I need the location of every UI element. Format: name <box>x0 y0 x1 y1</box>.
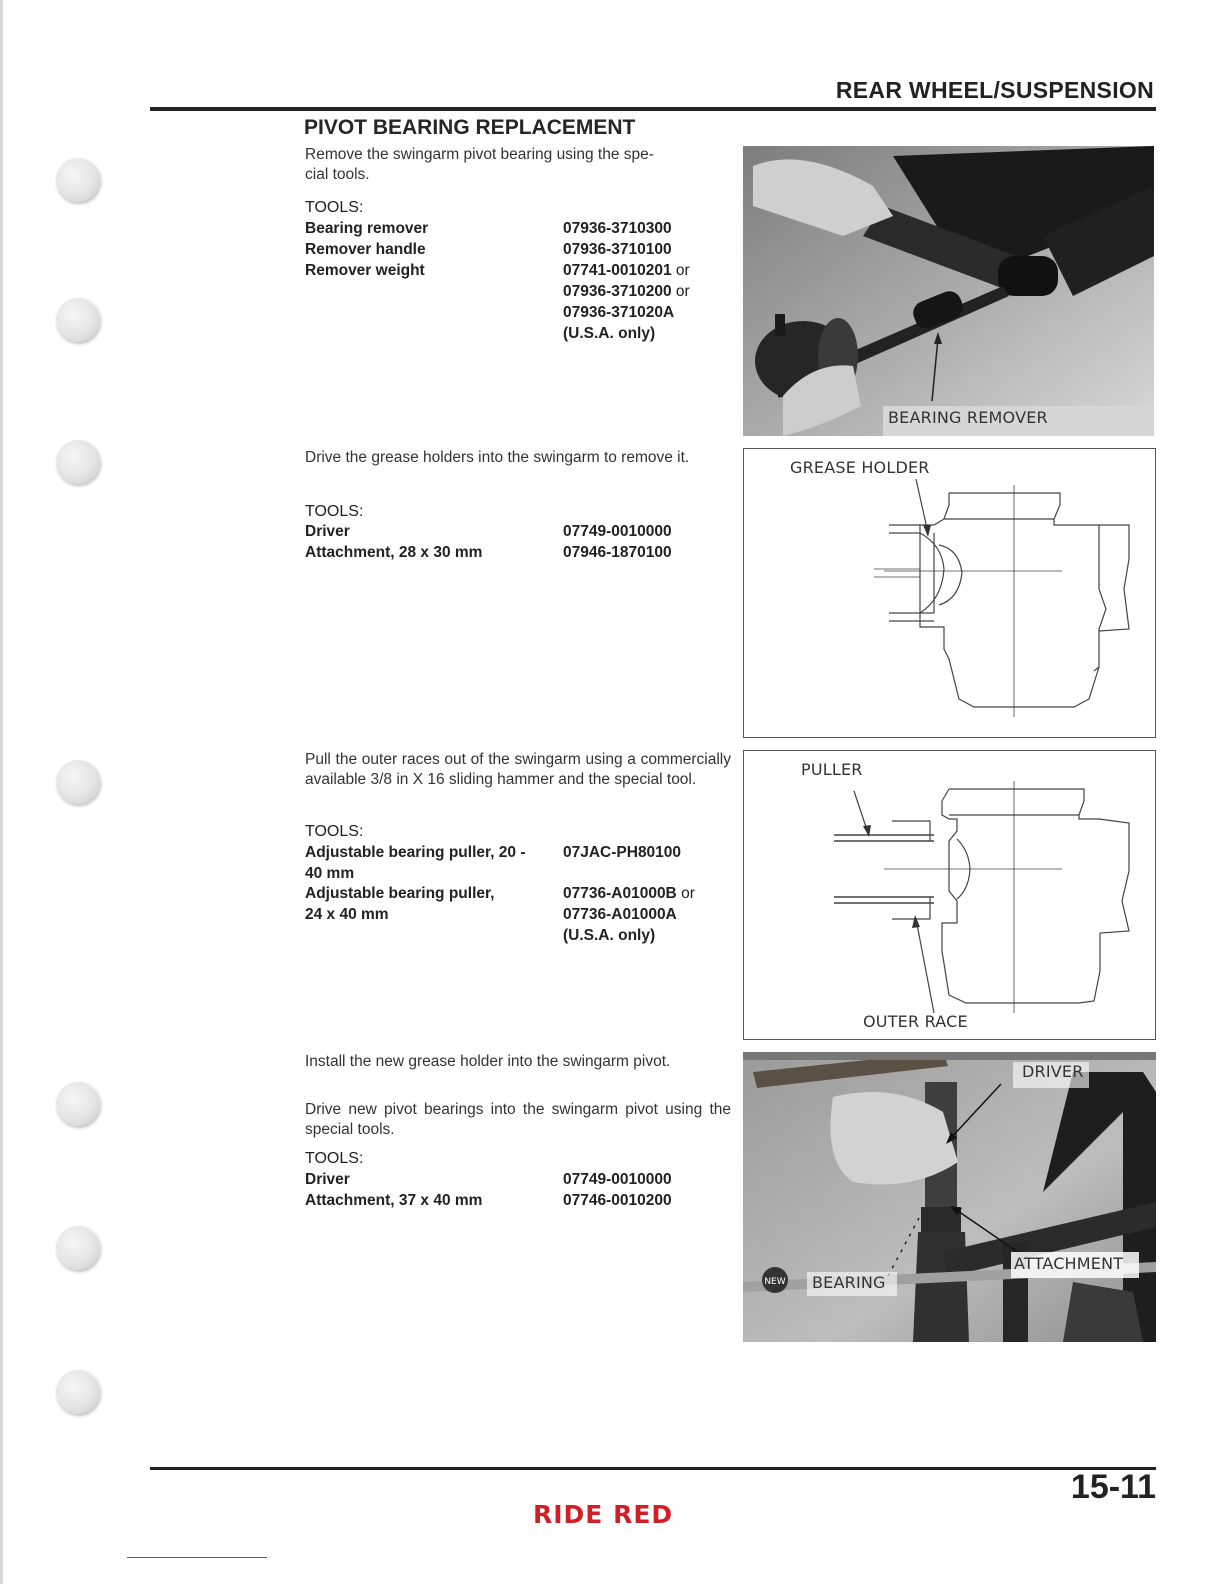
page-title: PIVOT BEARING REPLACEMENT <box>304 116 636 139</box>
grease-holder-diagram <box>743 448 1156 738</box>
callout-label: OUTER RACE <box>863 1012 968 1031</box>
step4-text2: Drive new pivot bearings into the swingarm pivot using the special tools. <box>305 1101 731 1138</box>
tool-code: 07946-1870100 <box>563 544 672 561</box>
tool-code: 07749-0010000 <box>563 523 672 540</box>
or-text: or <box>681 885 695 902</box>
page-number: 15-11 <box>1070 1468 1156 1506</box>
binder-hole <box>56 760 100 804</box>
section-header: REAR WHEEL/SUSPENSION <box>835 77 1154 103</box>
tool-name: Bearing remover <box>305 220 429 237</box>
tool-code-value: 07936-3710200 <box>563 283 672 300</box>
tool-code <box>563 282 690 303</box>
tool-name: 40 mm <box>305 865 355 882</box>
tool-code: (U.S.A. only) <box>563 325 656 342</box>
tool-code: 07936-3710100 <box>563 241 672 258</box>
bearing-remover-photo <box>743 146 1154 436</box>
tool-code: 07746-0010200 <box>563 1192 672 1209</box>
or-text: or <box>675 262 690 279</box>
step1-text-line1: Remove the swingarm pivot bearing using the spe- <box>305 146 654 163</box>
binder-hole <box>56 158 100 202</box>
callout-label: PULLER <box>801 760 863 779</box>
header-rule <box>150 107 1156 111</box>
tools-label: TOOLS: <box>305 1150 364 1167</box>
tool-code: 07936-371020A <box>563 304 675 321</box>
tools-label: TOOLS: <box>305 823 364 840</box>
tool-name: Remover weight <box>305 262 425 279</box>
step1-text <box>305 145 731 185</box>
driver-photo <box>743 1052 1156 1342</box>
binder-hole <box>56 1082 100 1126</box>
puller-diagram <box>743 750 1156 1040</box>
tool-name: Adjustable bearing puller, <box>305 885 495 902</box>
callout-label: ATTACHMENT <box>1014 1254 1124 1273</box>
tool-code: 07JAC-PH80100 <box>563 844 682 861</box>
step3-text: Pull the outer races out of the swingarm using a commercially available 3/8 in X 16 sliding hammer and the special tool. <box>305 751 731 788</box>
binder-hole <box>56 440 100 484</box>
tool-code-value: 07741-0010201 <box>563 262 672 279</box>
new-badge: NEW <box>764 1277 786 1287</box>
callout-label: DRIVER <box>1022 1062 1084 1081</box>
footer-rule <box>150 1467 1156 1470</box>
step2-text: Drive the grease holders into the swingarm to remove it. <box>305 449 690 466</box>
tool-code <box>563 261 690 282</box>
step1-text-line2: cial tools. <box>305 166 370 183</box>
tool-code: (U.S.A. only) <box>563 927 656 944</box>
tool-name: Driver <box>305 1171 350 1188</box>
footer-link-underline[interactable] <box>127 1557 267 1558</box>
binder-hole <box>56 298 100 342</box>
tool-code-value: 07736-A01000B <box>563 885 677 902</box>
step4-text1: Install the new grease holder into the swingarm pivot. <box>305 1053 671 1070</box>
tools-label: TOOLS: <box>305 503 364 520</box>
tool-code <box>563 884 695 905</box>
callout-label: BEARING <box>812 1273 886 1292</box>
tool-code: 07749-0010000 <box>563 1171 672 1188</box>
tool-name: Attachment, 28 x 30 mm <box>305 544 483 561</box>
tools-label: TOOLS: <box>305 199 364 216</box>
tool-name: Remover handle <box>305 241 426 258</box>
page-edge <box>0 0 3 1584</box>
or-text: or <box>675 283 690 300</box>
binder-hole <box>56 1226 100 1270</box>
tool-name: Adjustable bearing puller, 20 - <box>305 844 526 861</box>
binder-hole <box>56 1370 100 1414</box>
callout-label: BEARING REMOVER <box>888 408 1048 427</box>
tool-name: Driver <box>305 523 350 540</box>
tool-name: 24 x 40 mm <box>305 906 389 923</box>
callout-label: GREASE HOLDER <box>790 458 930 477</box>
tool-code: 07736-A01000A <box>563 906 677 923</box>
brand-logo-text: RIDE RED <box>533 1500 674 1529</box>
tool-name: Attachment, 37 x 40 mm <box>305 1192 483 1209</box>
tool-code: 07936-3710300 <box>563 220 672 237</box>
